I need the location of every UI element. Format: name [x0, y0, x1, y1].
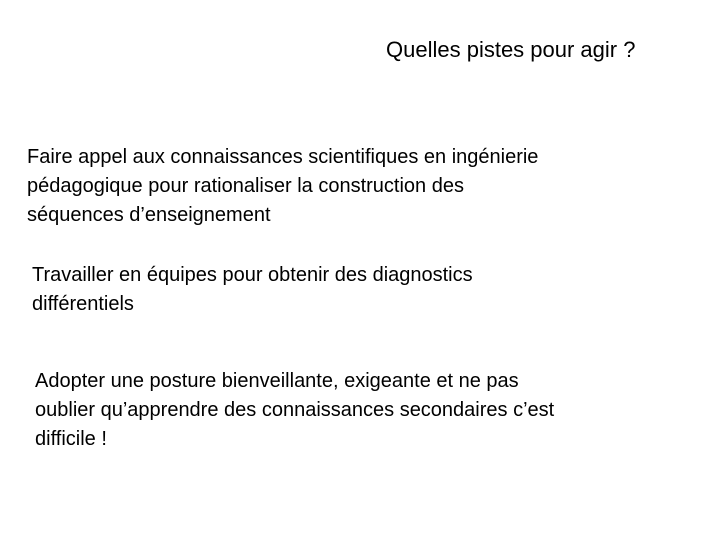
point-team-diagnostics: [32, 261, 473, 319]
point-line: oublier qu’apprendre des connaissances secondaires c’est: [35, 399, 555, 421]
slide-title: Quelles pistes pour agir ?: [386, 37, 636, 62]
point-knowledge-engineering: [27, 143, 538, 230]
point-line: différentiels: [32, 293, 134, 315]
point-line: Travailler en équipes pour obtenir des diagnostics: [32, 264, 473, 286]
point-line: séquences d’enseignement: [27, 204, 271, 226]
point-line: Adopter une posture bienveillante, exigeante et ne pas: [35, 370, 519, 392]
point-line: pédagogique pour rationaliser la construction des: [27, 175, 464, 197]
point-benevolent-posture: [35, 367, 554, 454]
point-line: Faire appel aux connaissances scientifiques en ingénierie: [27, 146, 539, 168]
point-line: difficile !: [35, 428, 107, 450]
